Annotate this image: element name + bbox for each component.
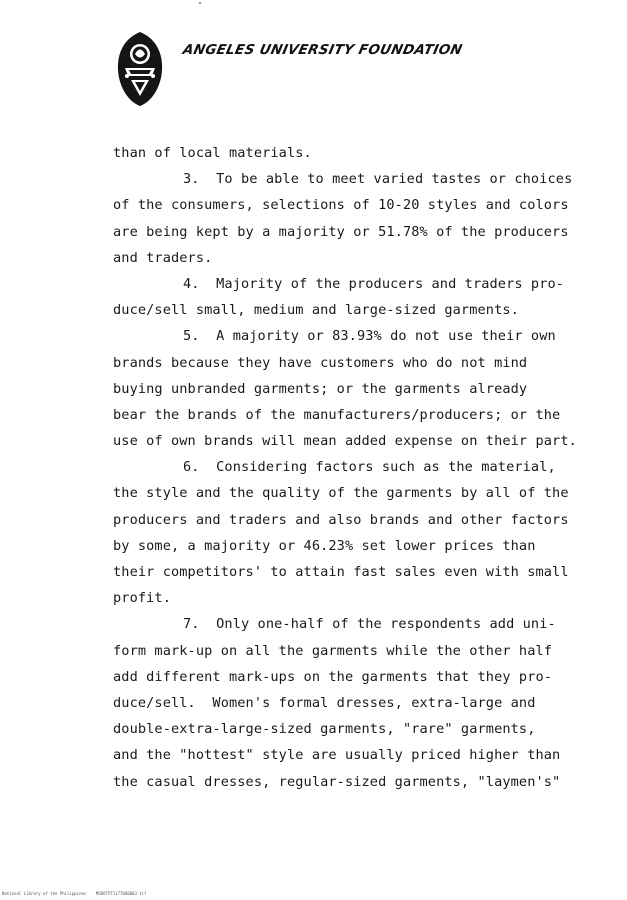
text-line: the style and the quality of the garments by all of the [113, 485, 569, 502]
archive-footer: National Library of the Philippines MGDOTPT1177000063 tif [2, 891, 147, 896]
text-line: the casual dresses, regular-sized garments, "laymen's" [113, 773, 561, 790]
text-line: and traders. [113, 249, 213, 266]
organization-name: ANGELES UNIVERSITY FOUNDATION [181, 42, 464, 58]
text-line: are being kept by a majority or 51.78% of the producers [113, 223, 569, 240]
text-line: duce/sell. Women's formal dresses, extra-large and [113, 694, 536, 711]
text-line: 4. Majority of the producers and traders pro- [183, 275, 565, 292]
text-line: 5. A majority or 83.93% do not use their own [183, 328, 556, 345]
text-line: their competitors' to attain fast sales even with small [113, 564, 569, 580]
body-text [113, 140, 583, 795]
text-line: than of local materials. [113, 145, 312, 161]
text-line: bear the brands of the manufacturers/producers; or the [113, 406, 561, 423]
text-line: 7. Only one-half of the respondents add uni- [183, 616, 556, 633]
text-line: brands because they have customers who do not mind [113, 354, 528, 371]
text-line: buying unbranded garments; or the garments already [113, 380, 528, 397]
text-line: 3. To be able to meet varied tastes or choices [183, 171, 573, 188]
text-line: and the "hottest" style are usually priced higher than [113, 747, 561, 764]
university-seal-icon [115, 30, 165, 108]
text-line: 6. Considering factors such as the material, [183, 459, 556, 476]
text-line: producers and traders and also brands and other factors [113, 511, 569, 528]
text-line: of the consumers, selections of 10-20 styles and colors [113, 197, 569, 214]
text-line: add different mark-ups on the garments that they pro- [113, 668, 553, 685]
text-line: duce/sell small, medium and large-sized garments. [113, 302, 519, 319]
text-line: by some, a majority or 46.23% set lower prices than [113, 537, 536, 554]
text-line: form mark-up on all the garments while the other half [113, 642, 553, 659]
text-line: profit. [113, 590, 171, 607]
text-line: double-extra-large-sized garments, "rare" garments, [113, 721, 536, 738]
scan-speck [199, 2, 201, 4]
text-line: use of own brands will mean added expense on their part. [113, 433, 577, 450]
